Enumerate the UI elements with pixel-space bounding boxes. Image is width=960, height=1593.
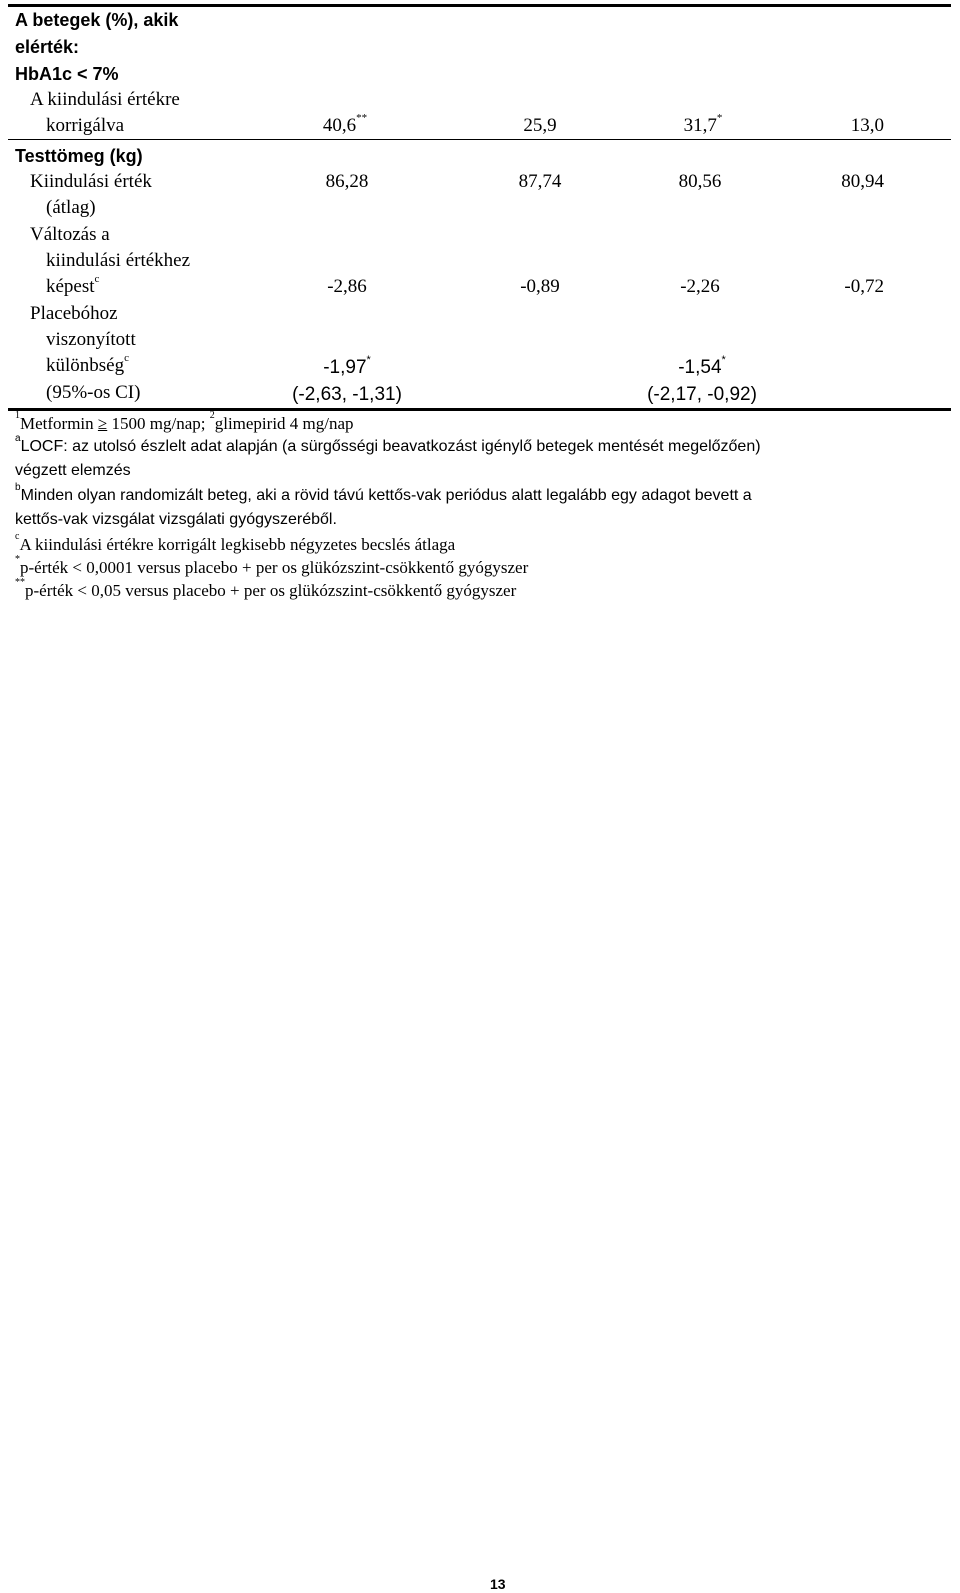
table-section-rule [8, 139, 951, 140]
footnote-1: $^1$Metformin ≥ 1500 mg/nap; $^2$glimepirid 4 mg/nap [15, 410, 354, 433]
weight-change-col1: -2,86 [327, 276, 367, 297]
weight-change-col2: -0,89 [520, 276, 560, 297]
weight-header: Testtömeg (kg) [15, 146, 143, 166]
weight-baseline-col3: 80,56 [678, 171, 722, 192]
hba1c-value-col1: 40,6** [322, 111, 368, 136]
footnote-double-star: **p-érték < 0,05 versus placebo + per os glükózszint-csökkentő gyógyszer [15, 577, 517, 600]
weight-baseline-label-line2: (átlag) [46, 197, 96, 218]
weight-change-col4: -0,72 [844, 276, 884, 297]
footnote-c: $^c$A kiindulási értékre korrigált legkisebb négyzetes becslés átlaga [15, 531, 456, 554]
weight-change-col3: -2,26 [680, 276, 720, 297]
weight-placebo-ci-col1: (-2,63, -1,31) [292, 384, 402, 405]
hba1c-header-line1: A betegek (%), akik [15, 10, 179, 30]
weight-placebo-ci-label: (95%-os CI) [46, 382, 141, 403]
footnote-a-line1: $^a$LOCF: az utolsó észlelt adat alapján (a sürgősségi beavatkozást igénylő betegek mentését megelőzően) [15, 432, 761, 455]
weight-change-label-line1: Változás a [30, 224, 110, 245]
hba1c-label-line2: korrigálva [46, 115, 125, 136]
hba1c-label-line1: A kiindulási értékre [30, 89, 180, 110]
hba1c-header-line2: elérték: [15, 37, 80, 57]
weight-placebo-label-line2: viszonyított [46, 329, 136, 350]
weight-baseline-label-line1: Kiindulási érték [30, 171, 152, 192]
weight-change-label-line3: képest$^c$ [46, 272, 100, 297]
page-number: 13 [490, 1576, 506, 1592]
hba1c-value-col3: 31,7* [683, 111, 723, 136]
weight-baseline-col1: 86,28 [325, 171, 369, 192]
weight-placebo-col1: -1,97* [323, 353, 371, 378]
weight-placebo-col3: -1,54* [678, 353, 726, 378]
footnote-star: *p-érték < 0,0001 versus placebo + per os glükózszint-csökkentő gyógyszer [15, 554, 529, 577]
weight-baseline-col4: 80,94 [841, 171, 884, 192]
hba1c-header-line3: HbA1c < 7% [15, 64, 119, 84]
footnote-b-line2: kettős-vak vizsgálat vizsgálati gyógyszeréből. [15, 511, 337, 528]
footnote-a-line2: végzett elemzés [15, 462, 131, 479]
footnote-b-line1: $^b$Minden olyan randomizált beteg, aki a rövid távú kettős-vak periódus alatt legalább egy adagot bevett a [15, 481, 752, 504]
table-top-rule [8, 4, 951, 7]
weight-baseline-col2: 87,74 [518, 171, 562, 192]
weight-change-label-line2: kiindulási értékhez [46, 250, 191, 271]
weight-placebo-ci-col3: (-2,17, -0,92) [647, 384, 757, 405]
table-bottom-rule [8, 408, 951, 411]
hba1c-value-col4: 13,0 [850, 115, 884, 136]
weight-placebo-label-line3: különbség$^c$ [46, 351, 129, 376]
weight-placebo-label-line1: Placebóhoz [30, 303, 118, 324]
hba1c-value-col2: 25,9 [523, 115, 557, 136]
